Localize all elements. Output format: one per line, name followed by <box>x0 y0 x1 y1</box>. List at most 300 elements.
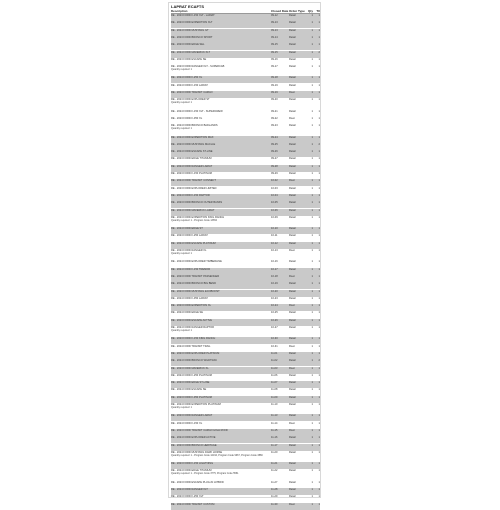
table-row <box>171 319 320 326</box>
row-description: RE - 2023 FORD EXPLORER ST <box>171 98 210 102</box>
row-description: RE - 2023 FORD RANGER LARIAT <box>171 414 213 418</box>
row-order-type: Retail <box>289 241 296 245</box>
row-order-type: Retail <box>289 21 296 25</box>
row-order-type: Retail <box>289 450 296 454</box>
row-description: RE - 2023 FORD ESCAPE ACTIVE <box>171 318 212 322</box>
row-order-type: Retail <box>289 373 296 377</box>
row-qty: 1 <box>311 179 313 183</box>
row-date: 09-24 <box>271 135 278 139</box>
row-qty: 1 <box>311 495 313 499</box>
table-row <box>171 110 320 117</box>
row-date: 11-21 <box>271 462 278 466</box>
row-description: RE - 2024 FORD ESCAPE ST-LINE <box>171 150 213 154</box>
row-order-type: Retail <box>289 201 296 205</box>
row-total: 1 <box>318 227 320 231</box>
row-total: 1 <box>318 296 320 300</box>
row-date: 11-20 <box>271 450 278 454</box>
row-date: 11-01 <box>271 351 278 355</box>
row-total: 1 <box>318 14 320 17</box>
row-total: 1 <box>318 150 320 154</box>
row-description: RE - 2023 FORD F-150 XLT - LARIAT <box>171 14 215 17</box>
row-description: RE - 2023 FORD EXPLORER PLATINUM <box>171 351 220 355</box>
row-order-type: Retail <box>289 337 296 341</box>
row-order-type: Retail <box>289 469 296 473</box>
row-qty: 1 <box>311 91 313 94</box>
row-order-type: Retail <box>289 311 296 315</box>
row-description: RE - 2023 FORD F-150 LIGHTNING <box>171 462 214 466</box>
row-order-type: Retail <box>289 414 296 418</box>
row-order-type: Fleet <box>289 304 295 308</box>
row-description: RE - 2024 FORD BRONCO BADLANDS <box>171 124 218 128</box>
row-qty: 1 <box>311 450 313 454</box>
row-date: 10-27 <box>271 326 278 329</box>
row-description: RE - 2024 FORD EDGE SE <box>171 311 203 315</box>
row-description: RE - 2023 FORD F-150 PLATINUM <box>171 172 212 175</box>
row-qty: 1 <box>311 193 313 197</box>
row-date: 09-26 <box>271 150 278 154</box>
table-row <box>171 268 320 275</box>
row-qty: 1 <box>311 344 313 348</box>
row-order-type: Fleet <box>289 91 295 94</box>
row-order-type: Retail <box>289 462 296 466</box>
row-qty: 1 <box>311 337 313 341</box>
row-order-type: Retail <box>289 289 296 293</box>
table-row <box>171 345 320 352</box>
row-total: 1 <box>318 135 320 139</box>
table-row <box>171 451 320 462</box>
table-row <box>171 242 320 249</box>
row-description: RE - 2023 FORD F-150 KING RANCH <box>171 337 216 341</box>
row-total: 1 <box>318 326 320 329</box>
row-qty: 1 <box>311 249 313 252</box>
row-qty: 1 <box>311 488 313 491</box>
table-row <box>171 234 320 241</box>
table-row <box>171 374 320 381</box>
row-order-type: Retail <box>289 186 296 190</box>
table-row <box>171 311 320 318</box>
row-total: 1 <box>318 267 320 271</box>
table-row <box>171 179 320 186</box>
row-total: 1 <box>318 215 320 219</box>
row-description: RE - 2024 FORD BRONCO BIG BEND <box>171 282 216 286</box>
row-description: RE - 2023 FORD F-250 LARIAT <box>171 234 208 238</box>
row-order-type: Retail <box>289 76 296 80</box>
row-date: 09-19 <box>271 83 278 87</box>
row-qty: 1 <box>311 150 313 154</box>
row-date: 09-27 <box>271 157 278 161</box>
table-row <box>171 143 320 150</box>
table-row <box>171 429 320 436</box>
row-order-type: Retail <box>289 234 296 238</box>
column-header-date: Closed Date <box>271 9 289 13</box>
row-qty: 1 <box>311 57 313 61</box>
row-qty: 1 <box>311 116 313 120</box>
row-order-type: Retail <box>289 98 296 102</box>
row-order-type: Fleet <box>289 502 295 506</box>
row-total: 1 <box>318 403 320 406</box>
row-qty: 1 <box>311 388 313 392</box>
row-date: 11-07 <box>271 381 278 385</box>
row-description: RE - 2023 FORD EDGE TITANIUM <box>171 157 212 161</box>
row-order-type: Retail <box>289 395 296 399</box>
column-header-total: Ttl <box>316 9 320 13</box>
row-total: 1 <box>318 76 320 80</box>
row-order-type: Retail <box>289 65 296 69</box>
row-total: 1 <box>318 469 320 473</box>
row-date: 09-15 <box>271 43 278 47</box>
table-row <box>171 165 320 172</box>
row-description: RE - 2023 FORD BRONCO HERITAGE <box>171 443 217 447</box>
row-order-type: Fleet <box>289 421 295 425</box>
row-qty: 1 <box>311 318 313 322</box>
row-order-type: Retail <box>289 172 296 175</box>
row-total: 1 <box>318 337 320 341</box>
row-qty: 1 <box>311 76 313 80</box>
row-note: Quantity required: 1 - Program Code 13654 <box>171 218 217 222</box>
row-order-type: Fleet <box>289 274 295 278</box>
row-order-type: Retail <box>289 83 296 87</box>
row-note: Quantity required: 1 <box>171 127 192 131</box>
spreadsheet-page <box>168 2 321 506</box>
row-qty: 1 <box>311 172 313 175</box>
row-date: 11-08 <box>271 388 278 392</box>
row-total: 1 <box>318 462 320 466</box>
table-row <box>171 282 320 289</box>
row-description: RE - 2024 FORD MUSTANG GT <box>171 28 209 32</box>
row-date: 09-25 <box>271 142 278 146</box>
row-qty: 1 <box>311 366 313 370</box>
row-total: 1 <box>318 116 320 120</box>
row-description: RE - 2024 FORD F-150 XL <box>171 421 203 425</box>
row-total: 1 <box>318 311 320 315</box>
row-order-type: Retail <box>289 124 296 128</box>
table-row <box>171 367 320 374</box>
row-description: RE - 2023 FORD F-250 XLT <box>171 495 204 499</box>
row-date: 11-27 <box>271 480 278 484</box>
row-description: RE - 2023 FORD ESCAPE SE <box>171 57 207 61</box>
row-qty: 1 <box>311 234 313 238</box>
row-total: 1 <box>318 249 320 252</box>
row-qty: 1 <box>311 359 313 363</box>
row-description: RE - 2024 FORD F-150 TREMOR <box>171 267 211 271</box>
row-total: 1 <box>318 98 320 102</box>
row-qty: 1 <box>311 14 313 17</box>
table-row <box>171 136 320 143</box>
row-qty: 1 <box>311 186 313 190</box>
row-total: 1 <box>318 395 320 399</box>
row-date: 10-31 <box>271 344 278 348</box>
row-order-type: Retail <box>289 193 296 197</box>
row-note: Quantity required: 1 <box>171 329 192 332</box>
row-description: RE - 2024 FORD TRANSIT TRAIL <box>171 344 211 348</box>
row-order-type: Retail <box>289 403 296 406</box>
row-qty: 1 <box>311 282 313 286</box>
row-order-type: Retail <box>289 208 296 212</box>
row-description: RE - 2024 FORD F-250 XL <box>171 76 203 80</box>
row-order-type: Retail <box>289 28 296 32</box>
row-description: RE - 2023 FORD EXPLORER LIMITED <box>171 186 217 190</box>
table-row <box>171 21 320 28</box>
row-date: 09-14 <box>271 35 278 39</box>
row-order-type: Retail <box>289 57 296 61</box>
table-row <box>171 359 320 366</box>
row-qty: 1 <box>311 311 313 315</box>
row-total: 1 <box>318 193 320 197</box>
row-total: 1 <box>318 344 320 348</box>
table-row <box>171 65 320 76</box>
row-order-type: Retail <box>289 215 296 219</box>
table-row <box>171 216 320 227</box>
row-date: 11-10 <box>271 403 278 406</box>
table-row <box>171 194 320 201</box>
row-total: 1 <box>318 282 320 286</box>
row-order-type: Retail <box>289 381 296 385</box>
row-order-type: Retail <box>289 109 296 113</box>
row-total: 1 <box>318 443 320 447</box>
row-date: 10-30 <box>271 337 278 341</box>
table-row <box>171 157 320 164</box>
row-qty: 1 <box>311 395 313 399</box>
row-total: 1 <box>318 351 320 355</box>
row-date: 10-09 <box>271 215 278 219</box>
table-row <box>171 388 320 395</box>
row-date: 10-16 <box>271 260 278 264</box>
row-description: RE - 2024 FORD RANGER XLT <box>171 488 208 491</box>
row-date: 10-13 <box>271 249 278 252</box>
table-row <box>171 352 320 359</box>
row-order-type: Fleet <box>289 428 295 432</box>
row-total: 1 <box>318 373 320 377</box>
table-row <box>171 503 320 510</box>
row-qty: 1 <box>311 436 313 440</box>
row-date: 10-02 <box>271 179 278 183</box>
row-date: 10-18 <box>271 274 278 278</box>
row-date: 10-20 <box>271 289 278 293</box>
row-total: 2 <box>318 50 320 54</box>
table-row <box>171 337 320 344</box>
row-date: 11-30 <box>271 502 278 506</box>
row-date: 11-02 <box>271 359 278 363</box>
row-total: 1 <box>318 495 320 499</box>
row-qty: 1 <box>311 50 313 54</box>
row-description: RE - 2024 FORD EXPLORER TIMBERLINE <box>171 260 222 264</box>
row-order-type: Fleet <box>289 179 295 183</box>
row-description: RE - 2024 FORD ESCAPE SE <box>171 388 207 392</box>
row-date: 09-18 <box>271 76 278 80</box>
row-order-type: Retail <box>289 164 296 168</box>
row-order-type: Retail <box>289 282 296 286</box>
row-qty: 1 <box>311 135 313 139</box>
row-total: 1 <box>318 28 320 32</box>
row-description: RE - 2024 FORD EXPLORER ACTIVE <box>171 436 216 440</box>
row-total: 1 <box>318 304 320 308</box>
row-description: RE - 2023 FORD RANGER XL <box>171 249 207 252</box>
row-qty: 1 <box>311 65 313 69</box>
row-date: 09-15 <box>271 50 278 54</box>
row-order-type: Retail <box>289 359 296 363</box>
row-total: 1 <box>318 83 320 87</box>
row-date: 09-13 <box>271 21 278 25</box>
row-total: 1 <box>318 179 320 183</box>
row-qty: 1 <box>311 373 313 377</box>
table-row <box>171 201 320 208</box>
row-description: RE - 2024 FORD EXPEDITION MAX <box>171 135 214 139</box>
row-date: 10-05 <box>271 201 278 205</box>
table-row <box>171 84 320 91</box>
table-row <box>171 469 320 480</box>
row-date: 11-15 <box>271 428 278 432</box>
row-qty: 1 <box>311 296 313 300</box>
column-header-type: Order Type <box>289 9 305 13</box>
sheet-title: LAPRAT ECAFTS <box>171 4 205 9</box>
row-order-type: Retail <box>289 35 296 39</box>
row-date: 09-19 <box>271 91 278 94</box>
row-date: 11-29 <box>271 495 278 499</box>
row-qty: 1 <box>311 227 313 231</box>
row-date: 11-03 <box>271 366 278 370</box>
table-row <box>171 297 320 304</box>
row-date: 11-16 <box>271 436 278 440</box>
table-row <box>171 275 320 282</box>
row-date: 10-17 <box>271 267 278 271</box>
row-total: 1 <box>318 318 320 322</box>
row-total: 1 <box>318 450 320 454</box>
row-description: RE - 2024 FORD EDGE TITANIUM <box>171 469 212 473</box>
row-total: 1 <box>318 428 320 432</box>
row-total: 1 <box>318 381 320 385</box>
row-total: 1 <box>318 274 320 278</box>
table-row <box>171 98 320 109</box>
row-order-type: Retail <box>289 157 296 161</box>
table-row <box>171 209 320 216</box>
row-qty: 1 <box>311 403 313 406</box>
row-total: 1 <box>318 480 320 484</box>
row-description: RE - 2024 FORD F-350 LARIAT <box>171 296 208 300</box>
row-qty: 1 <box>311 469 313 473</box>
row-total: 1 <box>318 201 320 205</box>
row-order-type: Retail <box>289 480 296 484</box>
row-total: 1 <box>318 488 320 491</box>
row-total: 1 <box>318 21 320 25</box>
row-description: RE - 2023 FORD EXPEDITION KING RANCH <box>171 215 225 219</box>
row-total: 1 <box>318 366 320 370</box>
row-date: 09-20 <box>271 98 278 102</box>
row-total: 1 <box>318 260 320 264</box>
row-description: RE - 2023 FORD EDGE ST-LINE <box>171 381 210 385</box>
row-qty: 1 <box>311 43 313 47</box>
row-description: RE - 2023 FORD EXPEDITION XLT <box>171 21 213 25</box>
row-qty: 1 <box>311 421 313 425</box>
row-total: 1 <box>318 109 320 113</box>
row-description: RE - 2024 FORD F-150 XLT - SUPERCREW <box>171 109 223 113</box>
row-qty: 1 <box>311 109 313 113</box>
row-order-type: Fleet <box>289 366 295 370</box>
row-qty: 1 <box>311 414 313 418</box>
row-qty: 1 <box>311 98 313 102</box>
row-order-type: Retail <box>289 14 296 17</box>
row-order-type: Fleet <box>289 116 295 120</box>
table-row <box>171 91 320 98</box>
row-date: 11-06 <box>271 373 278 377</box>
row-qty: 1 <box>311 260 313 264</box>
row-total: 1 <box>318 172 320 175</box>
row-total: 1 <box>318 164 320 168</box>
table-row <box>171 495 320 502</box>
row-date: 09-13 <box>271 28 278 32</box>
row-description: RE - 2024 FORD F-250 PLATINUM <box>171 373 212 377</box>
row-order-type: Retail <box>289 326 296 329</box>
row-qty: 1 <box>311 326 313 329</box>
table-row <box>171 414 320 421</box>
row-qty: 1 <box>311 241 313 245</box>
row-qty: 1 <box>311 157 313 161</box>
row-description: RE - 2024 FORD TRANSIT CONNECT <box>171 179 217 183</box>
table-row <box>171 422 320 429</box>
row-qty: 1 <box>311 124 313 128</box>
table-row <box>171 43 320 50</box>
row-description: RE - 2024 FORD F-150 LARIAT <box>171 83 208 87</box>
row-total: 1 <box>318 43 320 47</box>
row-description: RE - 2023 FORD MUSTANG ECOBOOST <box>171 289 220 293</box>
column-header-description: Description <box>171 9 188 13</box>
row-date: 10-10 <box>271 227 278 231</box>
row-qty: 1 <box>311 381 313 385</box>
row-description: RE - 2023 FORD RANGER XLT - SUPERCAB <box>171 65 225 69</box>
table-row <box>171 117 320 124</box>
row-total: 1 <box>318 124 320 128</box>
row-order-type: Retail <box>289 296 296 300</box>
row-order-type: Retail <box>289 227 296 231</box>
table-row <box>171 488 320 495</box>
table-row <box>171 396 320 403</box>
row-description: RE - 2024 FORD MAVERICK LARIAT <box>171 208 215 212</box>
table-row <box>171 172 320 179</box>
row-qty: 1 <box>311 462 313 466</box>
table-row <box>171 481 320 488</box>
table-row <box>171 436 320 443</box>
row-description: RE - 2023 FORD F-350 XL <box>171 116 203 120</box>
row-order-type: Fleet <box>289 344 295 348</box>
row-date: 10-24 <box>271 304 278 308</box>
row-description: RE - 2024 FORD TRANSIT CUSTOM <box>171 502 215 506</box>
row-order-type: Retail <box>289 150 296 154</box>
table-row <box>171 58 320 65</box>
row-note: Quantity required: 1 <box>171 101 192 105</box>
row-order-type: Retail <box>289 43 296 47</box>
row-total: 1 <box>318 502 320 506</box>
row-total: 1 <box>318 234 320 238</box>
row-description: RE - 2023 FORD EDGE SEL <box>171 43 205 47</box>
row-qty: 1 <box>311 351 313 355</box>
row-total: 1 <box>318 157 320 161</box>
row-date: 10-04 <box>271 193 278 197</box>
row-description: RE - 2024 FORD BRONCO WILDTRAK <box>171 359 217 363</box>
row-date: 10-03 <box>271 186 278 190</box>
row-total: 1 <box>318 57 320 61</box>
row-qty: 1 <box>311 215 313 219</box>
column-header-qty: Qty <box>307 9 313 13</box>
row-order-type: Retail <box>289 443 296 447</box>
row-order-type: Retail <box>289 267 296 271</box>
row-qty: 1 <box>311 289 313 293</box>
row-date: 09-12 <box>271 14 278 17</box>
row-description: RE - 2023 FORD ESCAPE PLUG-IN HYBRID <box>171 480 224 484</box>
table-row <box>171 326 320 337</box>
row-description: RE - 2023 FORD TRANSIT PASSENGER <box>171 274 220 278</box>
row-total: 2 <box>318 142 320 146</box>
row-date: 11-09 <box>271 395 278 399</box>
table-row <box>171 14 320 21</box>
